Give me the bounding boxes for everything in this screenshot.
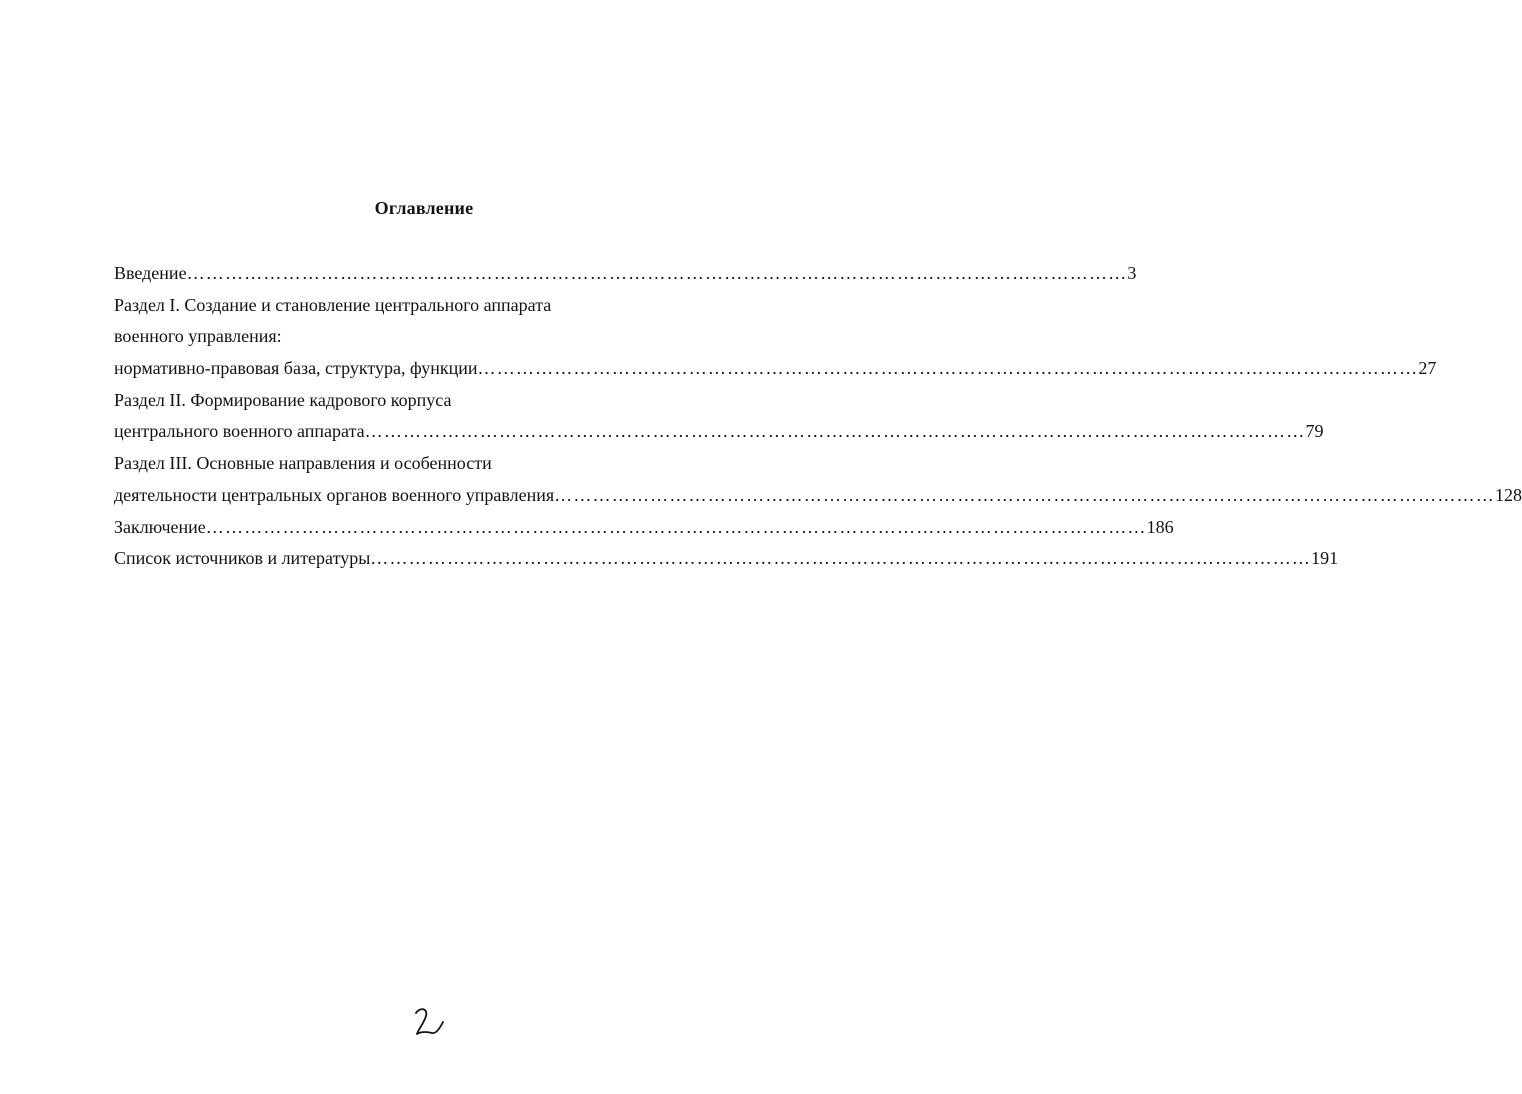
toc-entry-page: 79: [1305, 421, 1324, 442]
toc-entry-text: Список источников и литературы: [114, 548, 371, 569]
dot-leader: …………………………………………………………………………………………………………………………………: [554, 484, 1495, 505]
toc-entry-section2-heading: [114, 385, 648, 417]
toc-entry-section1: [114, 353, 1437, 385]
toc-entry-text: деятельности центральных органов военного управления: [114, 484, 555, 505]
toc-entry-section1-continuation: [114, 321, 648, 353]
dot-leader: …………………………………………………………………………………………………………………………………: [370, 548, 1312, 569]
handwritten-page-number: [410, 1004, 446, 1040]
table-of-contents: [114, 258, 1522, 575]
toc-entry-text: Раздел II. Формирование кадрового корпуса: [114, 389, 452, 410]
dot-leader: …………………………………………………………………………………………………………………………………: [186, 263, 1128, 283]
dot-leader: …………………………………………………………………………………………………………………………………: [205, 516, 1147, 537]
toc-entry-page: 27: [1418, 358, 1437, 379]
toc-entry-text: Введение: [114, 263, 187, 283]
toc-entry-text: центрального военного аппарата: [114, 421, 365, 442]
toc-entry-conclusion: [114, 512, 1174, 544]
toc-entry-section3: [114, 480, 1522, 512]
dot-leader: …………………………………………………………………………………………………………………………………: [364, 421, 1306, 442]
toc-entry-page: 186: [1146, 516, 1174, 537]
toc-entry-text: Раздел I. Создание и становление центрального аппарата: [114, 294, 552, 315]
toc-entry-page: 191: [1311, 548, 1339, 569]
dot-leader: …………………………………………………………………………………………………………………………………: [477, 358, 1419, 379]
toc-entry-text: нормативно-правовая база, структура, функции: [114, 358, 478, 379]
page-title: Оглавление: [374, 198, 474, 218]
toc-entry-section3-heading: [114, 448, 648, 480]
toc-entry-section1-heading: [114, 290, 648, 322]
toc-entry-text: Заключение: [114, 516, 206, 537]
toc-entry-section2: [114, 416, 1324, 448]
toc-entry-text: военного управления:: [114, 326, 282, 347]
toc-entry-page: 128: [1494, 484, 1522, 505]
toc-entry-intro: [114, 258, 1137, 290]
toc-entry-sources: [114, 543, 1339, 575]
toc-entry-page: 3: [1127, 263, 1137, 283]
toc-entry-text: Раздел III. Основные направления и особенности: [114, 453, 492, 474]
